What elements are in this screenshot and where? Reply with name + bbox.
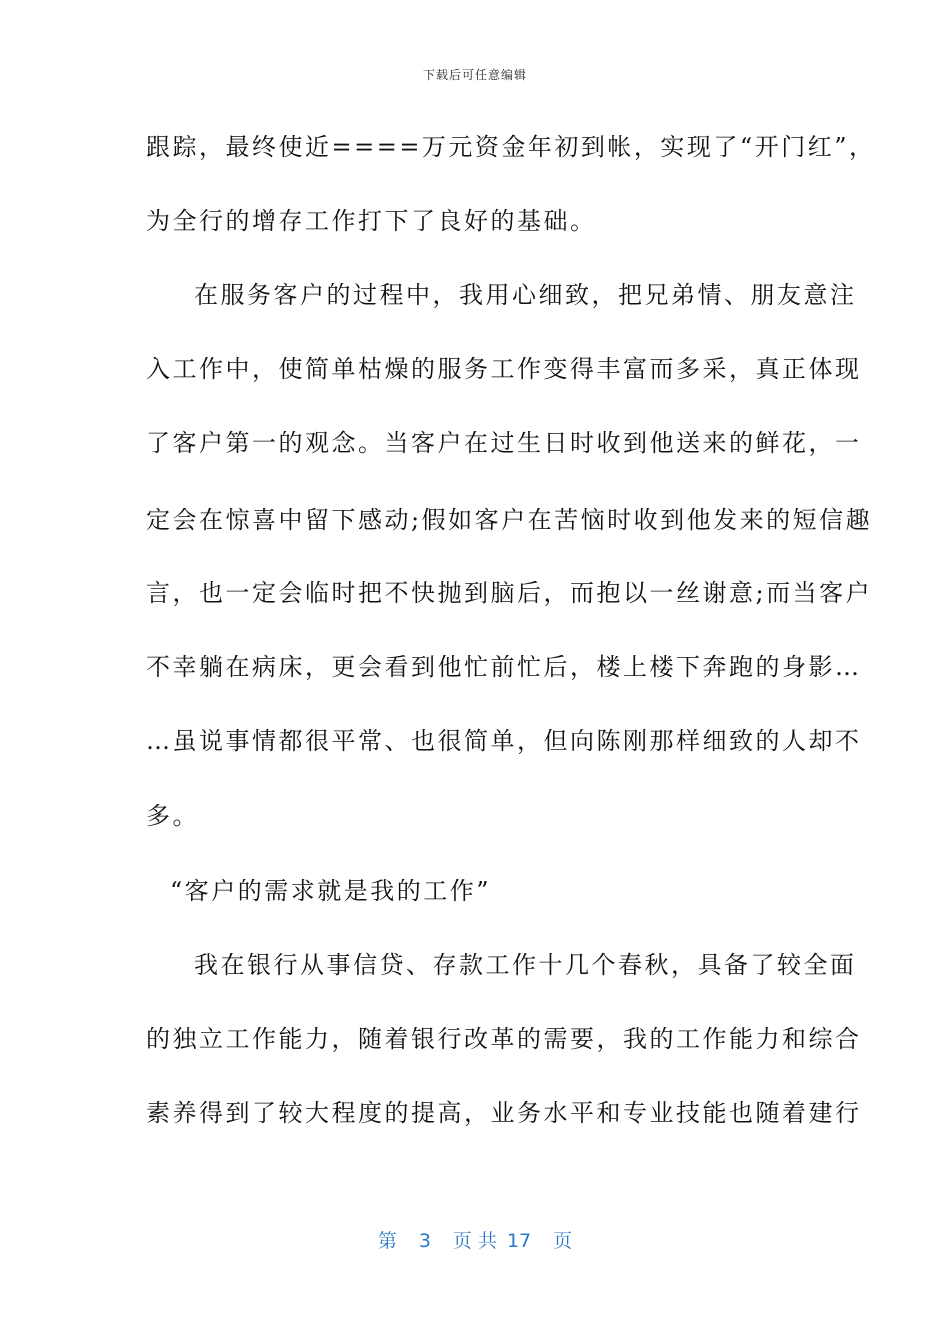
body-line-4: 入工作中，使简单枯燥的服务工作变得丰富而多采，真正体现 [146,355,862,383]
footer-page-number: 3 [418,1230,431,1252]
footer-di: 第 [377,1230,397,1252]
page-footer [0,1226,950,1253]
page-header-note: 下载后可任意编辑 [422,68,527,82]
footer-total-pages: 17 [506,1230,532,1252]
body-line-3: 在服务客户的过程中，我用心细致，把兄弟情、朋友意注 [194,281,857,309]
body-line-12: 我在银行从事信贷、存款工作十几个春秋，具备了较全面 [194,951,857,979]
body-line-9: …虽说事情都很平常、也很简单，但向陈刚那样细致的人却不 [146,727,862,755]
body-line-6: 定会在惊喜中留下感动;假如客户在苦恼时收到他发来的短信趣 [146,506,873,534]
body-line-8: 不幸躺在病床，更会看到他忙前忙后，楼上楼下奔跑的身影… [146,653,862,681]
body-line-2: 为全行的增存工作打下了良好的基础。 [146,207,597,235]
footer-ye-gong: 页 共 [452,1230,497,1252]
section-heading: “客户的需求就是我的工作” [170,877,492,905]
body-line-13: 的独立工作能力，随着银行改革的需要，我的工作能力和综合 [146,1025,862,1053]
body-line-7: 言，也一定会临时把不快抛到脑后，而抱以一丝谢意;而当客户 [146,579,873,607]
footer-ye: 页 [553,1230,573,1252]
body-line-14: 素养得到了较大程度的提高，业务水平和专业技能也随着建行 [146,1099,862,1127]
body-line-5: 了客户第一的观念。当客户在过生日时收到他送来的鲜花，一 [146,429,862,457]
body-line-1: 跟踪，最终使近====万元资金年初到帐，实现了“开门红”， [146,133,876,161]
body-line-10: 多。 [146,802,199,830]
